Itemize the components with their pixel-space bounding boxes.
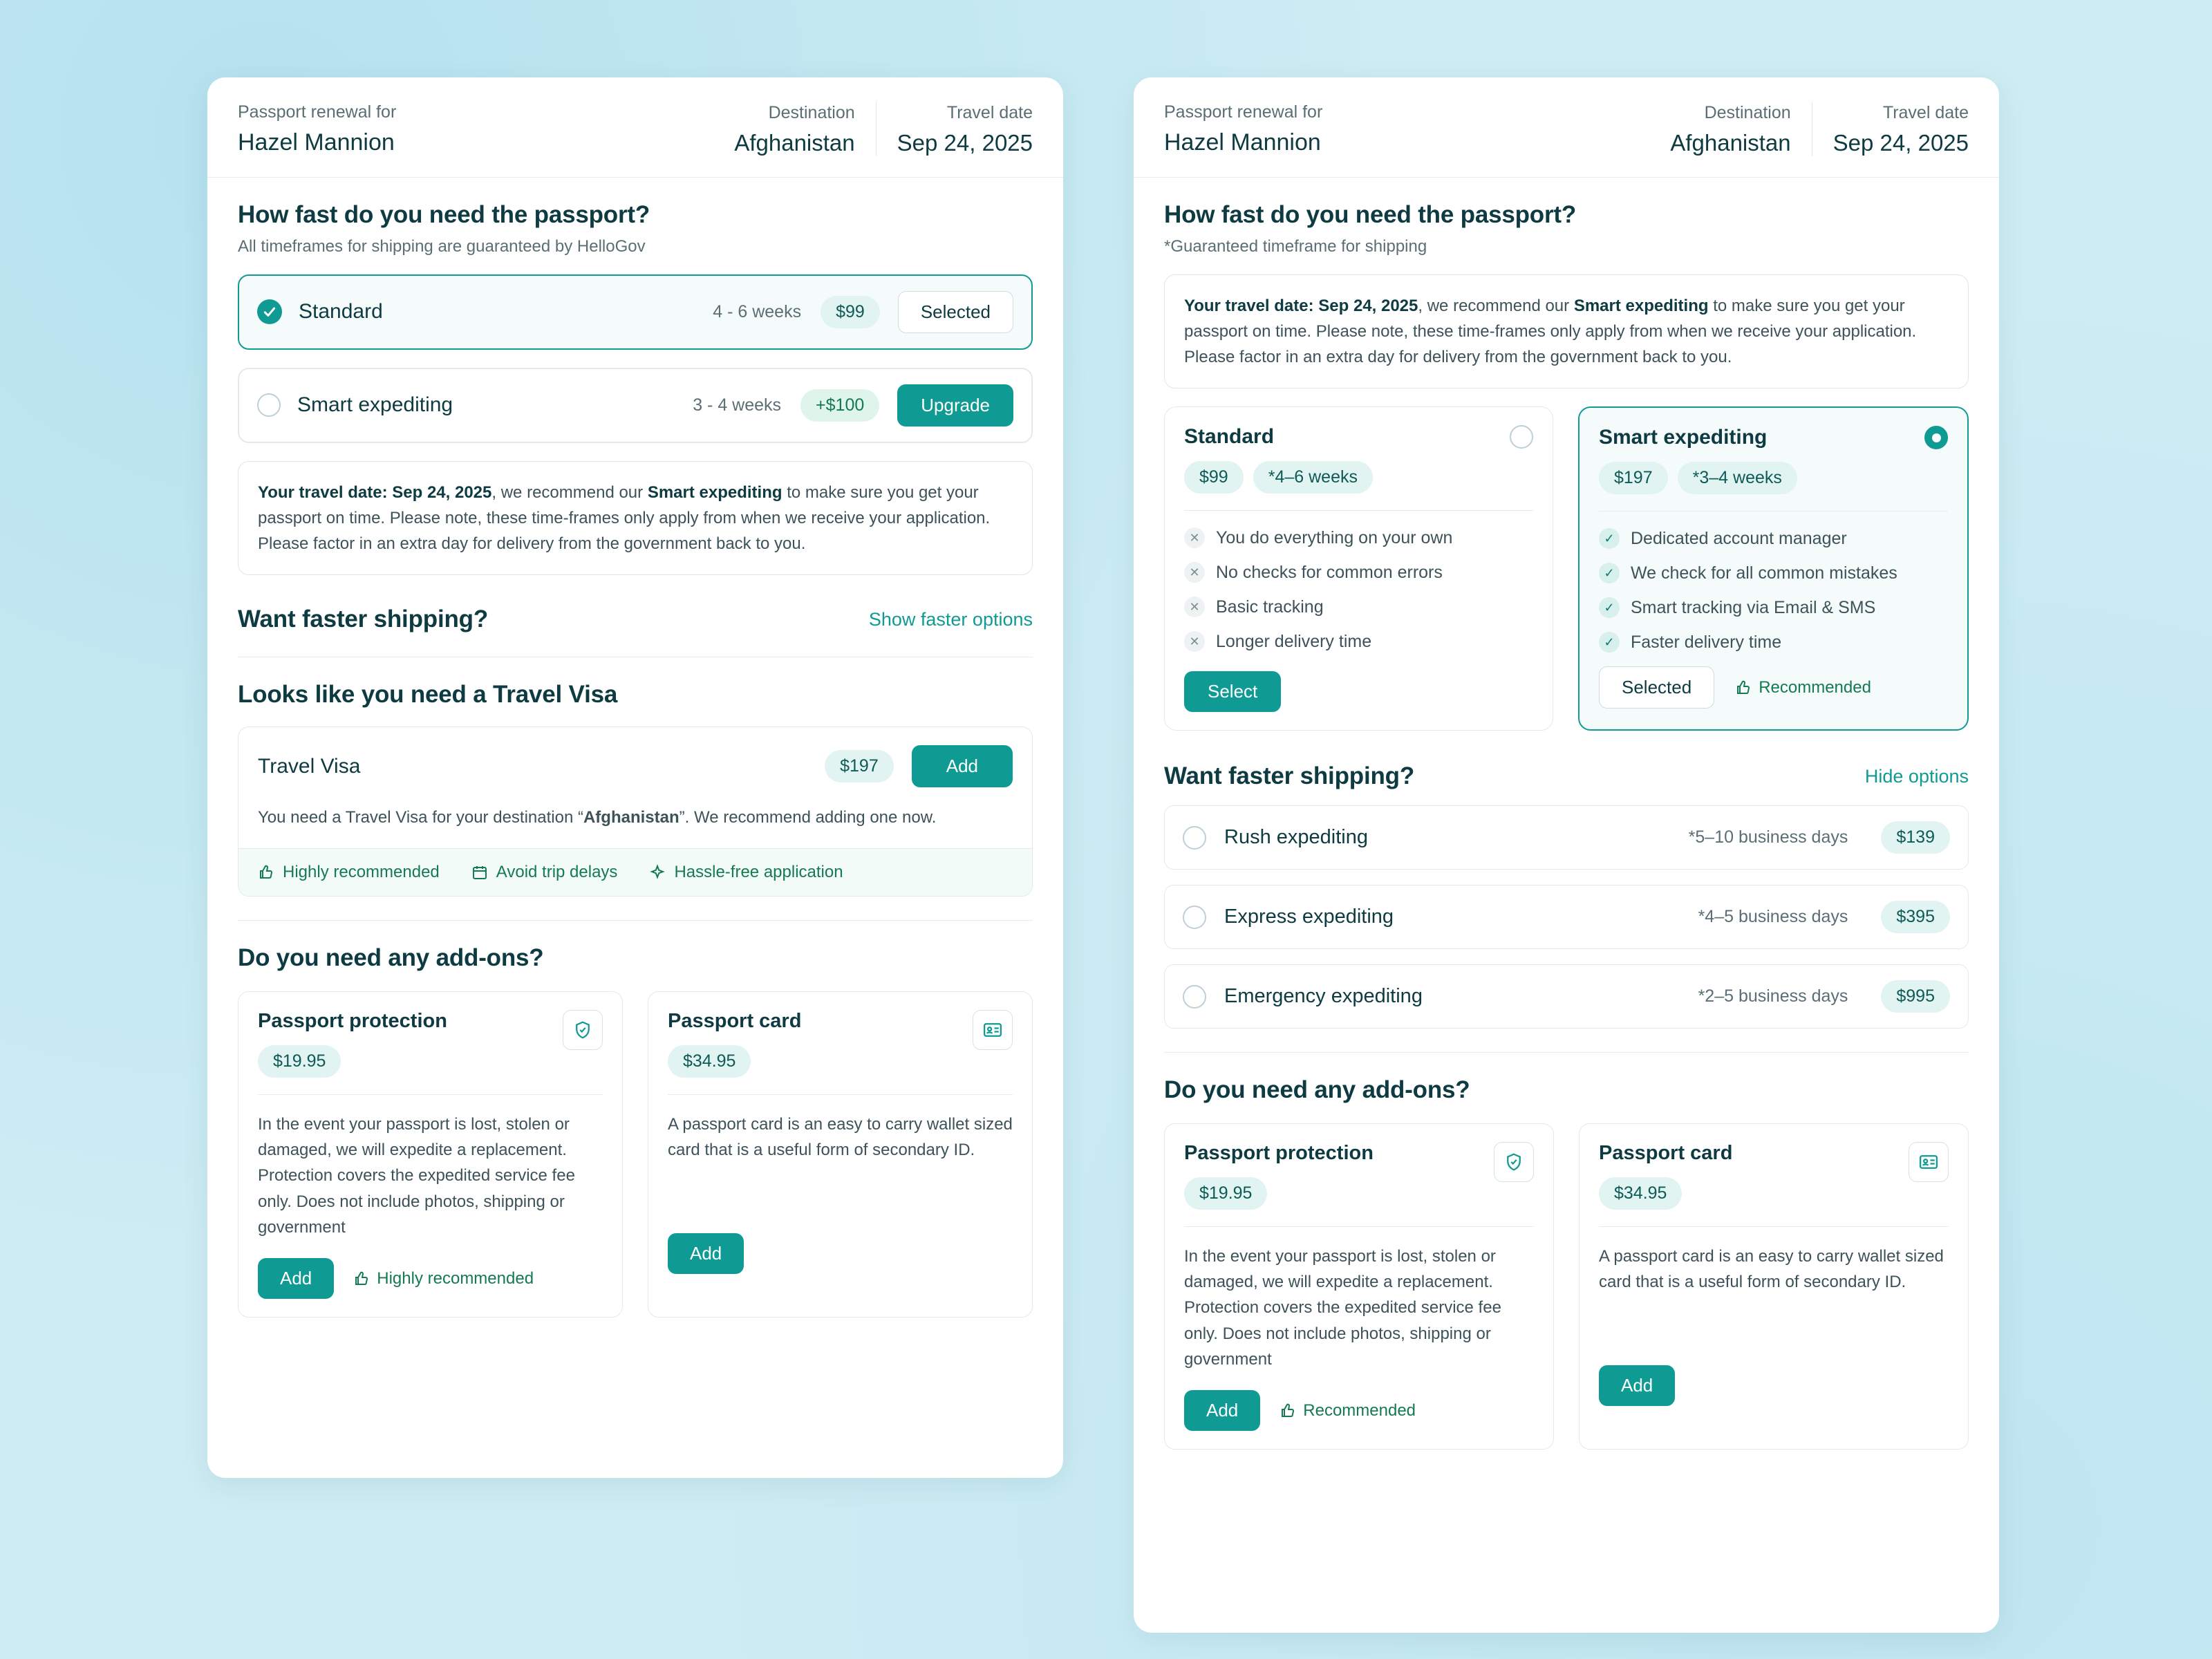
travel-date-note <box>238 461 1033 576</box>
renewal-label: Passport renewal for <box>1164 102 1323 122</box>
tier-feature-label: Smart tracking via Email & SMS <box>1631 597 1876 617</box>
tier-feature-label: Dedicated account manager <box>1631 528 1847 548</box>
note-lead: Your travel date: Sep 24, 2025 <box>258 482 492 502</box>
faster-shipping-row <box>238 606 1033 633</box>
addon-passport-protection <box>238 991 623 1318</box>
addon-passport-card <box>648 991 1033 1318</box>
visa-desc-post: ”. We recommend adding one now. <box>679 808 937 827</box>
travel-date-value: Sep 24, 2025 <box>1833 129 1969 156</box>
shipping-option-label: Emergency expediting <box>1224 985 1423 1008</box>
shipping-option-price: $995 <box>1881 980 1950 1013</box>
tier-smart-badge <box>1735 678 1871 697</box>
badge-label: Hassle-free application <box>674 863 843 882</box>
addons-title: Do you need any add-ons? <box>238 944 544 972</box>
travel-date-label: Travel date <box>946 103 1033 122</box>
tier-standard-price: $99 <box>1184 461 1244 494</box>
addon-title: Passport card <box>1599 1142 1733 1165</box>
radio-unselected-icon[interactable] <box>1183 985 1206 1009</box>
calendar-icon <box>471 864 488 881</box>
tier-feature <box>1184 631 1533 652</box>
addon-add-button[interactable]: Add <box>258 1258 334 1299</box>
tier-feature-label: Longer delivery time <box>1216 631 1372 651</box>
addon-add-button[interactable]: Add <box>1184 1390 1260 1431</box>
travel-visa-name: Travel Visa <box>258 754 361 778</box>
shipping-option-express[interactable] <box>1164 885 1969 949</box>
tier-feature-label: Basic tracking <box>1216 597 1324 617</box>
addon-badge <box>1280 1401 1416 1421</box>
option-smart-expediting[interactable] <box>238 368 1033 443</box>
shipping-option-days: *5–10 business days <box>1688 827 1848 847</box>
option-standard-action[interactable]: Selected <box>898 291 1013 333</box>
badge-hassle-free <box>649 863 843 882</box>
tier-smart-price: $197 <box>1599 462 1668 494</box>
tier-feature-label: No checks for common errors <box>1216 562 1443 582</box>
note-bold: Smart expediting <box>647 482 782 502</box>
addon-passport-card <box>1579 1123 1969 1450</box>
customer-block <box>238 101 396 156</box>
speed-section-subtitle: All timeframes for shipping are guaranteed by HelloGov <box>238 236 646 256</box>
addon-description: In the event your passport is lost, stolen or damaged, we will expedite a replacement. Protection covers the expedited service fee only. Does not include photos, shipping or government <box>1184 1247 1501 1369</box>
divider <box>1164 1052 1969 1053</box>
addon-description: A passport card is an easy to carry wallet sized card that is a useful form of secondary ID. <box>668 1115 1013 1160</box>
note-mid: , we recommend our <box>1418 296 1574 315</box>
check-icon: ✓ <box>1599 563 1620 583</box>
cross-icon: ✕ <box>1184 631 1205 652</box>
thumbs-up-icon <box>353 1271 370 1287</box>
option-standard-label: Standard <box>299 300 383 323</box>
destination-block <box>713 102 875 156</box>
travel-visa-add-button[interactable]: Add <box>912 745 1013 787</box>
travel-visa-price: $197 <box>825 750 894 782</box>
travel-date-value: Sep 24, 2025 <box>897 129 1033 156</box>
addon-title: Passport protection <box>1184 1142 1374 1165</box>
sparkle-icon <box>649 864 666 881</box>
addon-price: $34.95 <box>1599 1177 1682 1210</box>
addon-description: In the event your passport is lost, stolen or damaged, we will expedite a replacement. Protection covers the expedited service fee only. Does not include photos, shipping or government <box>258 1115 575 1237</box>
tier-feature <box>1184 597 1533 617</box>
addon-add-button[interactable]: Add <box>1599 1365 1675 1406</box>
customer-name: Hazel Mannion <box>1164 129 1321 156</box>
tier-smart-badge-label: Recommended <box>1759 677 1871 697</box>
badge-avoid-trip-delays <box>471 863 618 882</box>
id-card-icon <box>1909 1142 1949 1182</box>
travel-date-label: Travel date <box>1882 103 1969 122</box>
travel-date-block <box>876 102 1033 156</box>
thumbs-up-icon <box>1735 679 1752 696</box>
destination-value: Afghanistan <box>734 129 855 156</box>
thumbs-up-icon <box>258 864 274 881</box>
faster-shipping-title: Want faster shipping? <box>238 606 489 633</box>
check-icon: ✓ <box>1599 528 1620 549</box>
check-icon: ✓ <box>1599 632 1620 653</box>
addon-badge <box>353 1269 534 1288</box>
shipping-option-rush[interactable] <box>1164 805 1969 870</box>
badge-label: Avoid trip delays <box>496 863 618 882</box>
note-bold: Smart expediting <box>1573 296 1709 315</box>
destination-label: Destination <box>1704 103 1791 122</box>
option-standard-weeks: 4 - 6 weeks <box>713 301 802 321</box>
divider <box>238 920 1033 921</box>
cross-icon: ✕ <box>1184 527 1205 548</box>
addon-badge-label: Highly recommended <box>377 1268 534 1288</box>
addon-price: $34.95 <box>668 1045 751 1078</box>
check-circle-icon <box>257 299 282 324</box>
travel-visa-title: Looks like you need a Travel Visa <box>238 681 618 709</box>
tier-smart-selected-button[interactable]: Selected <box>1599 666 1714 709</box>
shipping-option-days: *2–5 business days <box>1698 986 1848 1006</box>
id-card-icon <box>973 1010 1013 1050</box>
show-faster-options-link[interactable]: Show faster options <box>868 608 1033 630</box>
speed-section-title: How fast do you need the passport? <box>238 200 650 228</box>
renewal-label: Passport renewal for <box>238 102 397 122</box>
tier-feature <box>1599 632 1948 653</box>
tier-standard-name: Standard <box>1184 425 1275 449</box>
note-tail: to make sure you get your passport on time. Please note, these time-frames only apply from when we receive your application. Please factor in an extra day for delivery from the government back to you. <box>1184 296 1917 366</box>
shield-check-icon <box>563 1010 603 1050</box>
travel-visa-badges <box>238 848 1032 896</box>
addons-title: Do you need any add-ons? <box>1164 1076 1470 1104</box>
addon-add-button[interactable]: Add <box>668 1233 744 1274</box>
faster-shipping-title: Want faster shipping? <box>1164 762 1415 790</box>
addon-passport-protection <box>1164 1123 1554 1450</box>
travel-date-block <box>1812 102 1969 156</box>
tier-standard[interactable] <box>1164 406 1553 731</box>
shipping-option-price: $139 <box>1881 821 1950 854</box>
note-tail: to make sure you get your passport on time. Please note, these time-frames only apply from when we receive your application. Please factor in an extra day for delivery from the government back to you. <box>258 482 991 553</box>
tier-feature-label: Faster delivery time <box>1631 632 1782 652</box>
note-lead: Your travel date: Sep 24, 2025 <box>1184 296 1418 315</box>
visa-desc-destination: Afghanistan <box>583 808 679 827</box>
addon-title: Passport protection <box>258 1010 447 1033</box>
radio-unselected-icon[interactable] <box>1183 906 1206 929</box>
addons-list <box>1164 1123 1969 1450</box>
shipping-option-label: Express expediting <box>1224 906 1394 928</box>
tier-comparison <box>1164 406 1969 731</box>
addon-badge-label: Recommended <box>1303 1400 1416 1420</box>
destination-label: Destination <box>768 103 855 122</box>
cross-icon: ✕ <box>1184 597 1205 617</box>
tier-feature <box>1599 597 1948 618</box>
travel-visa-description <box>238 805 1032 848</box>
tier-feature-label: We check for all common mistakes <box>1631 563 1897 583</box>
radio-unselected-icon[interactable] <box>1183 826 1206 850</box>
tier-feature-label: You do everything on your own <box>1216 527 1453 547</box>
speed-section-subtitle: *Guaranteed timeframe for shipping <box>1164 236 1427 256</box>
option-standard[interactable] <box>238 274 1033 350</box>
passport-renewal-card-expanded <box>1134 77 1999 1633</box>
travel-visa-card <box>238 727 1033 897</box>
badge-highly-recommended <box>258 863 440 882</box>
addon-price: $19.95 <box>258 1045 341 1078</box>
destination-block <box>1649 102 1811 156</box>
shipping-option-days: *4–5 business days <box>1698 907 1848 927</box>
radio-unselected-icon[interactable] <box>1510 425 1533 449</box>
check-icon: ✓ <box>1599 597 1620 618</box>
tier-feature <box>1599 528 1948 549</box>
destination-value: Afghanistan <box>1670 129 1791 156</box>
option-smart-weeks: 3 - 4 weeks <box>693 395 782 415</box>
passport-renewal-card-compact <box>207 77 1063 1478</box>
tier-standard-select-button[interactable]: Select <box>1184 671 1281 712</box>
addon-description: A passport card is an easy to carry wallet sized card that is a useful form of secondary ID. <box>1599 1247 1944 1292</box>
badge-label: Highly recommended <box>283 863 440 882</box>
radio-selected-icon[interactable] <box>1924 426 1948 449</box>
addons-list <box>238 991 1033 1318</box>
addon-title: Passport card <box>668 1010 802 1033</box>
shipping-option-emergency[interactable] <box>1164 964 1969 1029</box>
travel-date-note <box>1164 274 1969 389</box>
tier-feature <box>1184 562 1533 583</box>
tier-standard-weeks: *4–6 weeks <box>1253 461 1373 494</box>
thumbs-up-icon <box>1280 1403 1296 1419</box>
option-smart-label: Smart expediting <box>297 393 453 416</box>
note-mid: , we recommend our <box>491 482 648 502</box>
shipping-option-price: $395 <box>1881 901 1950 933</box>
visa-desc-pre: You need a Travel Visa for your destination “ <box>258 808 583 827</box>
tier-feature <box>1184 527 1533 548</box>
tier-feature <box>1599 563 1948 583</box>
tier-smart-weeks: *3–4 weeks <box>1678 462 1797 494</box>
shield-check-icon <box>1494 1142 1534 1182</box>
card-header <box>207 77 1063 178</box>
speed-section-title: How fast do you need the passport? <box>1164 200 1577 228</box>
radio-unselected-icon[interactable] <box>257 393 281 417</box>
faster-shipping-row <box>1164 762 1969 790</box>
card-header <box>1134 77 1999 178</box>
hide-options-link[interactable]: Hide options <box>1864 765 1969 787</box>
tier-smart-name: Smart expediting <box>1599 426 1768 449</box>
customer-name: Hazel Mannion <box>238 129 395 156</box>
option-smart-price: +$100 <box>800 389 879 422</box>
option-smart-upgrade-button[interactable]: Upgrade <box>897 384 1013 427</box>
option-standard-price: $99 <box>821 296 880 328</box>
shipping-option-label: Rush expediting <box>1224 826 1368 849</box>
addon-price: $19.95 <box>1184 1177 1267 1210</box>
tier-smart-expediting[interactable] <box>1578 406 1969 731</box>
customer-block <box>1164 101 1322 156</box>
cross-icon: ✕ <box>1184 562 1205 583</box>
